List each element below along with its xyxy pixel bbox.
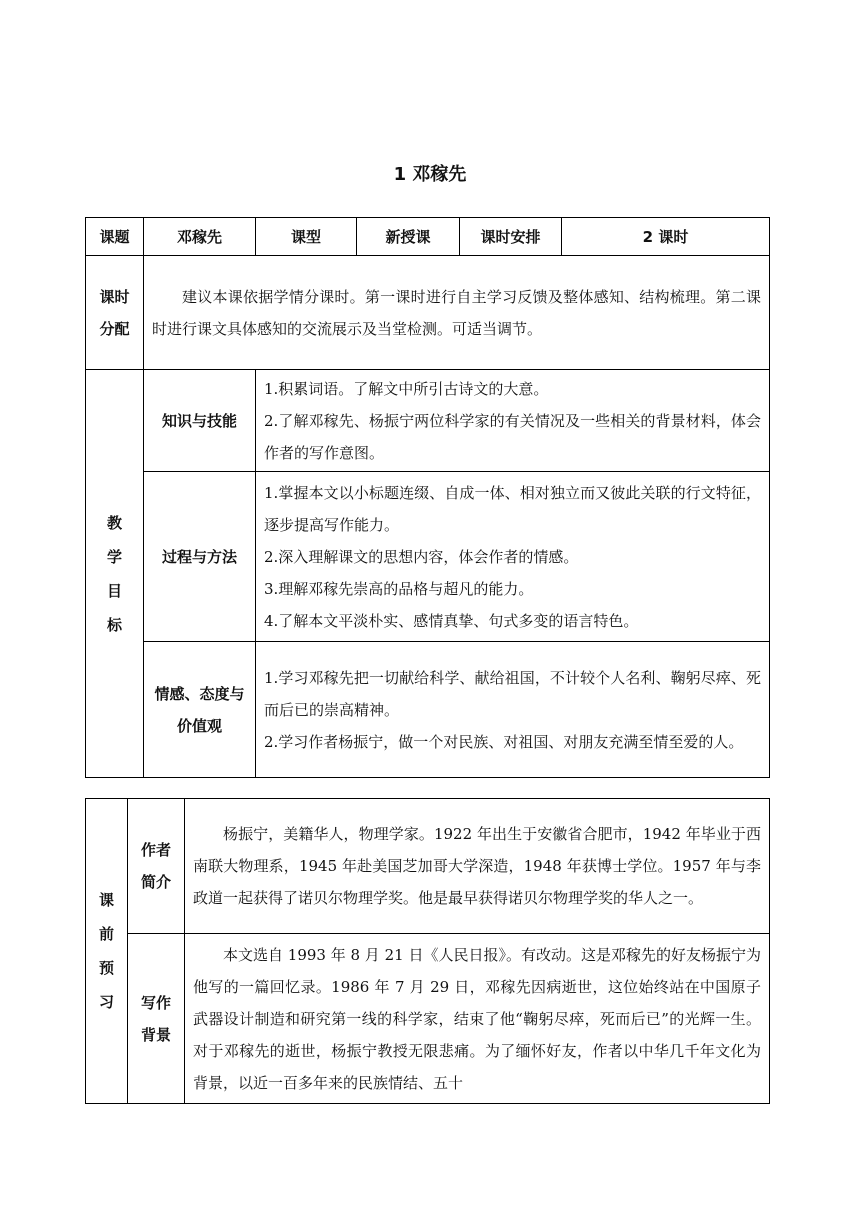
objective-item: 1.学习邓稼先把一切献给科学、献给祖国，不计较个人名利、鞠躬尽瘁、死而后已的崇高精神。	[264, 668, 762, 719]
lesson-type-value: 新授课	[357, 218, 460, 256]
topic-value: 邓稼先	[144, 218, 256, 256]
objective-item: 4.了解本文平淡朴实、感情真挚、句式多变的语言特色。	[264, 611, 639, 630]
emotion-label-line1: 情感、态度与	[154, 684, 245, 703]
emotion-label-line2: 价值观	[176, 716, 222, 735]
lesson-type-label: 课型	[256, 218, 357, 256]
preview-label-char: 预	[98, 959, 114, 977]
objectives-label-char: 目	[106, 581, 122, 600]
preview-label-char: 前	[98, 925, 114, 943]
allocation-label	[86, 256, 144, 370]
objective-item: 2.深入理解课文的思想内容，体会作者的情感。	[264, 547, 579, 566]
preview-label-char: 习	[98, 993, 114, 1011]
page-title: 1 邓稼先	[393, 164, 467, 185]
preview-label	[86, 799, 128, 1104]
objective-item: 1.积累词语。了解文中所引古诗文的大意。	[264, 379, 549, 398]
objective-item: 3.理解邓稼先崇高的品格与超凡的能力。	[264, 579, 534, 598]
emotion-label	[144, 642, 256, 778]
author-label-line2: 简介	[140, 873, 171, 891]
emotion-items	[256, 642, 770, 778]
objectives-label-char: 教	[106, 513, 122, 532]
allocation-label-line2: 分配	[99, 319, 130, 338]
topic-label: 课题	[86, 218, 144, 256]
process-items	[256, 472, 770, 642]
allocation-label-line1: 课时	[99, 287, 130, 306]
preview-label-char: 课	[98, 891, 114, 909]
allocation-text: 建议本课依据学情分课时。第一课时进行自主学习反馈及整体感知、结构梳理。第二课时进行课文具体感知的交流展示及当堂检测。可适当调节。	[152, 287, 762, 338]
process-label: 过程与方法	[144, 472, 256, 642]
knowledge-items	[256, 370, 770, 472]
objective-item: 1.掌握本文以小标题连缀、自成一体、相对独立而又彼此关联的行文特征，逐步提高写作能力。	[264, 483, 762, 534]
objectives-label	[86, 370, 144, 778]
lesson-plan-table	[85, 217, 770, 778]
background-label-line2: 背景	[140, 1025, 171, 1044]
author-label	[128, 799, 185, 934]
author-text-cell	[185, 799, 770, 934]
author-label-line1: 作者	[140, 841, 171, 859]
background-text-cell	[185, 934, 770, 1104]
objectives-label-char: 标	[106, 615, 122, 634]
preview-table	[85, 798, 770, 1104]
background-label	[128, 934, 185, 1104]
schedule-label: 课时安排	[460, 218, 562, 256]
objectives-label-char: 学	[106, 547, 122, 566]
background-label-line1: 写作	[140, 993, 171, 1012]
objective-item: 2.了解邓稼先、杨振宁两位科学家的有关情况及一些相关的背景材料，体会作者的写作意图。	[264, 411, 762, 462]
author-text: 杨振宁，美籍华人，物理学家。1922 年出生于安徽省合肥市，1942 年毕业于西南联大物理系，1945 年赴美国芝加哥大学深造，1948 年获博士学位。1957 年与李政道一起获得了诺贝尔物理学奖。他是最早获得诺贝尔物理学奖的华人之一。	[193, 825, 761, 907]
schedule-value: 2 课时	[562, 218, 770, 256]
allocation-text-cell	[144, 256, 770, 370]
objective-item: 2.学习作者杨振宁，做一个对民族、对祖国、对朋友充满至情至爱的人。	[264, 732, 744, 751]
background-text: 本文选自 1993 年 8 月 21 日《人民日报》。有改动。这是邓稼先的好友杨振宁为他写的一篇回忆录。1986 年 7 月 29 日，邓稼先因病逝世，这位始终站在中国原子武器设计制造和研究第一线的科学家，结束了他“鞠躬尽瘁，死而后已”的光辉一生。对于邓稼先的逝世，杨振宁教授无限悲痛。为了缅怀好友，作者以中华几千年文化为背景，以近一百多年来的民族情结、五十	[193, 945, 761, 1092]
knowledge-label: 知识与技能	[144, 370, 256, 472]
